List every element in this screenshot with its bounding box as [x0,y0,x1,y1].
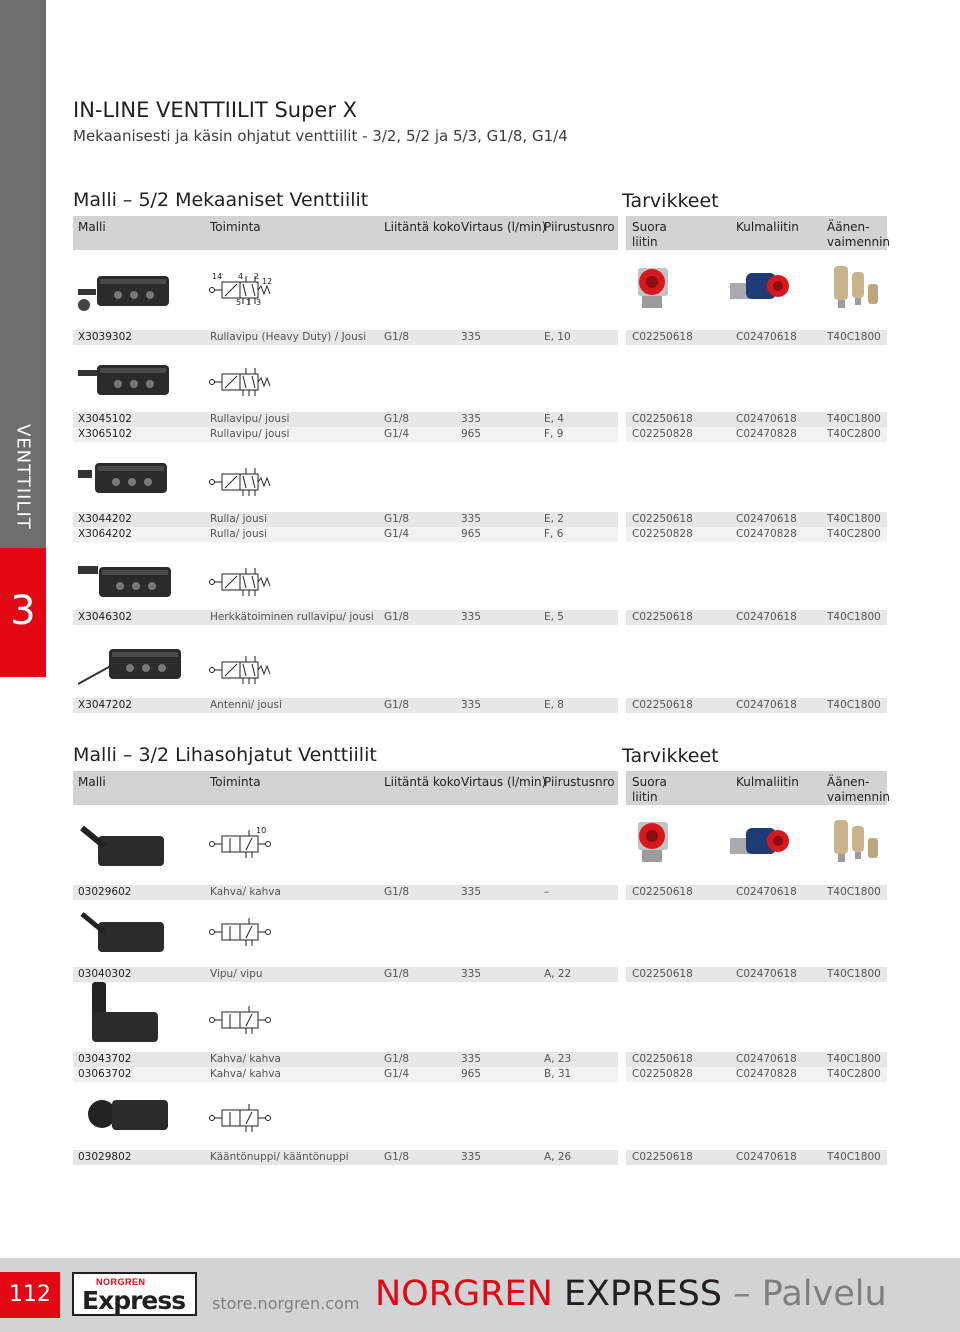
col-aani [827,775,890,805]
cell-drawing: E, 10 [544,331,571,343]
cell-drawing: – [544,886,550,898]
cell-model: 03029602 [78,886,132,898]
valve-symbol-32 [208,1000,278,1040]
cell-port-size: G1/4 [384,1068,410,1080]
valve-symbol-32 [208,1098,278,1138]
cell-drawing: B, 31 [544,1068,572,1080]
cell-silencer: T40C1800 [827,1053,881,1065]
col-liitanta: Liitäntä koko [384,220,461,234]
cell-drawing: E, 8 [544,699,564,711]
cell-flow: 335 [461,1151,482,1163]
page-subtitle: Mekaanisesti ja käsin ohjatut venttiilit - 3/2, 5/2 ja 5/3, G1/8, G1/4 [73,127,568,145]
straight-fitting-photo [628,262,678,312]
cell-model: X3046302 [78,611,132,623]
cell-port-size: G1/8 [384,1151,410,1163]
cell-silencer: T40C1800 [827,413,881,425]
col-aani-line2: vaimennin [827,790,891,804]
table-row [73,527,618,542]
cell-function: Rulla/ jousi [210,528,268,540]
col-virtaus: Virtaus (l/min) [461,220,547,234]
cell-function: Rulla/ jousi [210,513,268,525]
valve-photo-x3044202 [78,458,178,500]
cell-port-size: G1/8 [384,611,410,623]
cell-flow: 965 [461,528,482,540]
cell-straight-fitting: C02250618 [632,1151,693,1163]
slogan-palvelu: – Palvelu [733,1274,887,1314]
col-piirustus: Piirustusnro [544,775,615,789]
cell-drawing: F, 9 [544,428,564,440]
sidebar-label-text: VENTTIILIT [12,424,34,530]
col-suora [632,220,667,250]
table-row [73,1067,618,1082]
col-kulma: Kulmaliitin [736,775,799,789]
cell-function: Rullavipu/ jousi [210,413,290,425]
col-virtaus: Virtaus (l/min) [461,775,547,789]
section1-accessories-title: Tarvikkeet [622,190,719,212]
slogan-norgren: NORGREN [375,1274,553,1314]
cell-flow: 335 [461,1053,482,1065]
cell-drawing: E, 2 [544,513,564,525]
valve-symbol-52 [208,650,286,690]
logo-brand: NORGREN [96,1277,146,1287]
cell-elbow-fitting: C02470618 [736,331,797,343]
cell-model: 03029802 [78,1151,132,1163]
cell-straight-fitting: C02250618 [632,886,693,898]
valve-photo-03029802 [82,1090,174,1140]
cell-silencer: T40C1800 [827,331,881,343]
cell-straight-fitting: C02250618 [632,699,693,711]
cell-port-size: G1/4 [384,428,410,440]
cell-model: X3047202 [78,699,132,711]
cell-silencer: T40C1800 [827,611,881,623]
cell-elbow-fitting: C02470828 [736,528,797,540]
col-malli: Malli [78,220,106,234]
cell-function: Rullavipu (Heavy Duty) / Jousi [210,331,367,343]
cell-function: Herkkätoiminen rullavipu/ jousi [210,611,374,623]
cell-silencer: T40C1800 [827,1151,881,1163]
cell-silencer: T40C2800 [827,1068,881,1080]
cell-silencer: T40C2800 [827,428,881,440]
cell-flow: 335 [461,331,482,343]
silencer-photo [826,816,886,866]
elbow-fitting-photo [728,265,798,309]
cell-port-size: G1/8 [384,968,410,980]
valve-photo-03040302 [80,910,172,960]
cell-silencer: T40C2800 [827,528,881,540]
cell-elbow-fitting: C02470618 [736,968,797,980]
col-suora-line1: Suora [632,220,667,234]
cell-function: Kahva/ kahva [210,1053,281,1065]
cell-flow: 965 [461,1068,482,1080]
valve-photo-03029602 [80,822,172,872]
cell-straight-fitting: C02250618 [632,1053,693,1065]
col-aani-line1: Äänen- [827,775,870,789]
cell-flow: 335 [461,968,482,980]
cell-model: 03043702 [78,1053,132,1065]
cell-function: Kahva/ kahva [210,1068,281,1080]
valve-photo-x3046302 [78,558,178,602]
cell-silencer: T40C1800 [827,968,881,980]
cell-flow: 335 [461,699,482,711]
elbow-fitting-photo [728,820,798,864]
cell-function: Kääntönuppi/ kääntönuppi [210,1151,349,1163]
cell-model: X3064202 [78,528,132,540]
cell-model: 03063702 [78,1068,132,1080]
valve-photo-03043702 [82,982,162,1048]
cell-flow: 335 [461,886,482,898]
col-kulma: Kulmaliitin [736,220,799,234]
cell-flow: 965 [461,428,482,440]
cell-straight-fitting: C02250618 [632,513,693,525]
cell-port-size: G1/8 [384,699,410,711]
cell-elbow-fitting: C02470618 [736,413,797,425]
table-row [73,512,618,527]
valve-symbol-32 [208,824,278,864]
cell-straight-fitting: C02250828 [632,1068,693,1080]
valve-symbol-32 [208,912,278,952]
port-label-5: 5 [236,298,242,307]
store-url[interactable]: store.norgren.com [212,1294,360,1313]
cell-straight-fitting: C02250828 [632,528,693,540]
cell-elbow-fitting: C02470618 [736,886,797,898]
cell-port-size: G1/8 [384,331,410,343]
port-label-2: 2 [254,272,260,281]
col-aani-line1: Äänen- [827,220,870,234]
cell-elbow-fitting: C02470618 [736,699,797,711]
cell-function: Rullavipu/ jousi [210,428,290,440]
cell-port-size: G1/8 [384,513,410,525]
sidebar-label [0,402,46,552]
cell-elbow-fitting: C02470828 [736,428,797,440]
col-aani [827,220,890,250]
table-row [73,967,618,982]
cell-silencer: T40C1800 [827,699,881,711]
port-label-12: 12 [262,277,273,286]
valve-symbol-52 [208,362,278,402]
cell-silencer: T40C1800 [827,513,881,525]
logo-express: Express [82,1286,186,1315]
footer-slogan [375,1274,887,1314]
cell-straight-fitting: C02250618 [632,611,693,623]
cell-flow: 335 [461,513,482,525]
section1-title: Malli – 5/2 Mekaaniset Venttiilit [73,189,369,211]
table-row [73,1052,618,1067]
page-number: 112 [0,1272,60,1318]
cell-straight-fitting: C02250618 [632,968,693,980]
section2-title: Malli – 3/2 Lihasohjatut Venttiilit [73,744,377,766]
valve-symbol-52 [208,462,278,502]
col-aani-line2: vaimennin [827,235,891,249]
cell-drawing: E, 4 [544,413,564,425]
col-toiminta: Toiminta [210,220,261,234]
col-piirustus: Piirustusnro [544,220,615,234]
cell-elbow-fitting: C02470828 [736,1068,797,1080]
chapter-number: 3 [10,588,36,634]
cell-port-size: G1/8 [384,886,410,898]
port-label-1: 1 [246,298,252,307]
cell-function: Vipu/ vipu [210,968,263,980]
col-liitanta: Liitäntä koko [384,775,461,789]
valve-photo-x3045102 [78,356,178,402]
cell-port-size: G1/8 [384,413,410,425]
cell-elbow-fitting: C02470618 [736,1151,797,1163]
col-suora [632,775,667,805]
port-label-4: 4 [238,272,244,281]
cell-port-size: G1/4 [384,528,410,540]
cell-elbow-fitting: C02470618 [736,513,797,525]
table-row [73,698,618,713]
col-suora-line2: liitin [632,235,658,249]
cell-port-size: G1/8 [384,1053,410,1065]
cell-straight-fitting: C02250618 [632,413,693,425]
port-label-14: 14 [212,272,223,281]
col-suora-line2: liitin [632,790,658,804]
cell-function: Kahva/ kahva [210,886,281,898]
port-label-10: 10 [256,826,267,835]
silencer-photo [826,262,886,312]
cell-drawing: E, 5 [544,611,564,623]
straight-fitting-photo [628,816,678,866]
cell-elbow-fitting: C02470618 [736,1053,797,1065]
table-row [73,427,618,442]
cell-flow: 335 [461,611,482,623]
cell-model: X3044202 [78,513,132,525]
cell-elbow-fitting: C02470618 [736,611,797,623]
col-toiminta: Toiminta [210,775,261,789]
cell-straight-fitting: C02250618 [632,331,693,343]
valve-photo-x3047202 [78,640,188,690]
slogan-express: EXPRESS [563,1274,723,1314]
cell-drawing: F, 6 [544,528,564,540]
cell-model: 03040302 [78,968,132,980]
cell-model: X3065102 [78,428,132,440]
page-title: IN-LINE VENTTIILIT Super X [73,98,358,122]
cell-drawing: A, 26 [544,1151,572,1163]
norgren-express-logo [72,1272,197,1316]
cell-model: X3039302 [78,331,132,343]
cell-model: X3045102 [78,413,132,425]
section2-accessories-title: Tarvikkeet [622,745,719,767]
valve-photo-x3039302 [78,265,178,315]
cell-silencer: T40C1800 [827,886,881,898]
cell-drawing: A, 22 [544,968,572,980]
cell-flow: 335 [461,413,482,425]
col-malli: Malli [78,775,106,789]
valve-symbol-52 [208,562,286,602]
table-row [73,885,618,900]
cell-straight-fitting: C02250828 [632,428,693,440]
port-label-3: 3 [256,298,262,307]
table-row [73,412,618,427]
cell-function: Antenni/ jousi [210,699,282,711]
col-suora-line1: Suora [632,775,667,789]
cell-drawing: A, 23 [544,1053,572,1065]
